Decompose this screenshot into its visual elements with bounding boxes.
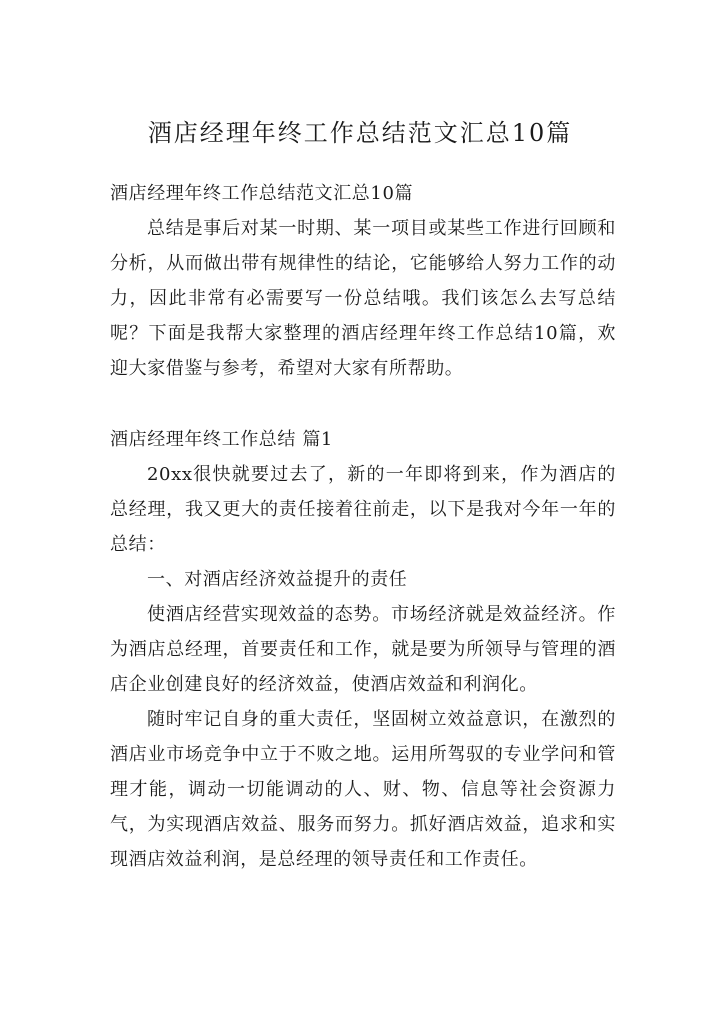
document-title: 酒店经理年终工作总结范文汇总10篇 xyxy=(147,119,573,147)
body-paragraph-2: 使酒店经营实现效益的态势。市场经济就是效益经济。作为酒店总经理，首要责任和工作，就是要为所领导与管理的酒店企业创建良好的经济效益，使酒店效益和利润化。 xyxy=(110,604,616,695)
document-subtitle: 酒店经理年终工作总结范文汇总10篇 xyxy=(110,183,414,204)
intro-paragraph: 总结是事后对某一时期、某一项目或某些工作进行回顾和分析，从而做出带有规律性的结论，它能够给人努力工作的动力，因此非常有必需要写一份总结哦。我们该怎么去写总结呢？下面是我帮大家整理的酒店经理年终工作总结10篇，欢迎大家借鉴与参考，希望对大家有所帮助。 xyxy=(110,218,616,379)
paragraph-spacer xyxy=(110,386,616,422)
document-body xyxy=(110,176,616,877)
point-heading-1: 一、对酒店经济效益提升的责任 xyxy=(147,569,408,590)
body-paragraph-1: 20xx很快就要过去了，新的一年即将到来，作为酒店的总经理，我又更大的责任接着往前走，以下是我对今年一年的总结： xyxy=(110,464,616,555)
section-heading: 酒店经理年终工作总结 篇1 xyxy=(110,429,333,450)
body-paragraph-3: 随时牢记自身的重大责任，坚固树立效益意识，在激烈的酒店业市场竞争中立于不败之地。运用所驾驭的专业学问和管理才能，调动一切能调动的人、财、物、信息等社会资源力气，为实现酒店效益、服务而努力。抓好酒店效益，追求和实现酒店效益利润，是总经理的领导责任和工作责任。 xyxy=(110,709,616,870)
